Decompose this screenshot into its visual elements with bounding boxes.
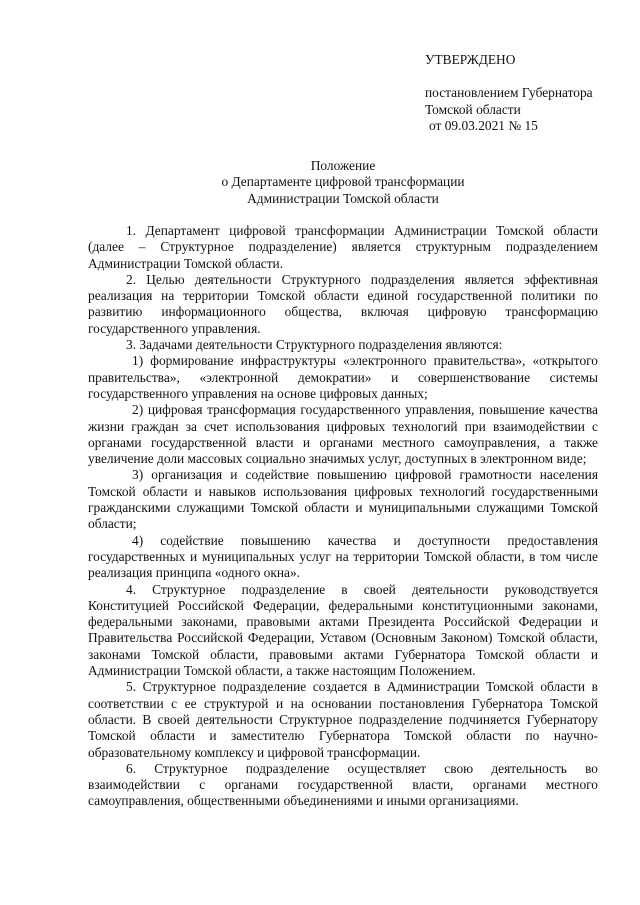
document-title: [88, 158, 598, 207]
subitem-3-2: 2) цифровая трансформация государственного управления, повышение качества жизни граждан за счет использования цифровых технологий при взаимодействии с органами государственной власти и органами местного самоуправления, а также увеличение доли массовых социально значимых услуг, доступных в электронном виде;: [88, 402, 598, 467]
subitem-3-1: 1) формирование инфраструктуры «электронного правительства», «открытого правительства», «электронной демократии» и совершенствование системы государственного управления на основе цифровых данных;: [88, 353, 598, 401]
approval-stamp: [425, 52, 615, 134]
subitem-3-4: 4) содействие повышению качества и доступности предоставления государственных и муниципальных услуг на территории Томской области, в том числе реализация принципа «одного окна».: [88, 532, 598, 581]
approval-heading: УТВЕРЖДЕНО: [425, 52, 516, 67]
title-line-1: Положение: [310, 158, 376, 173]
document-body: [88, 223, 598, 810]
paragraph-3: 3. Задачами деятельности Структурного подразделения являются:: [126, 337, 503, 353]
paragraph-4: 4. Структурное подразделение в своей деятельности руководствуется Конституцией Российской Федерации, федеральными конституционными законами, федеральными законами, правовыми актами Президента Российской Федерации и Правительства Российской Федерации, Уставом (Основным Законом) Томской области, законами Томской области, правовыми актами Губернатора Томской области и Администрации Томской области, а также настоящим Положением.: [88, 581, 598, 679]
paragraph-6: 6. Структурное подразделение осуществляет свою деятельность во взаимодействии с органами государственной власти, органами местного самоуправления, общественными объединениями и иными организациями.: [88, 760, 598, 809]
approval-line-3: от 09.03.2021 № 15: [429, 117, 538, 133]
paragraph-5: 5. Структурное подразделение создается в Администрации Томской области в соответствии с ее структурой и на основании постановления Губернатора Томской области. В своей деятельности Структурное подразделение подчиняется Губернатору Томской области и заместителю Губернатора Томской области по научно-образовательному комплексу и цифровой трансформации.: [88, 679, 598, 760]
paragraph-1: 1. Департамент цифровой трансформации Администрации Томской области (далее – Структурное подразделение) является структурным подразделением Администрации Томской области.: [88, 223, 598, 271]
approval-line-2: Томской области: [425, 101, 521, 117]
approval-line-1: постановлением Губернатора: [425, 85, 593, 101]
title-line-2: о Департаменте цифровой трансформации: [221, 174, 465, 190]
subitem-3-3: 3) организация и содействие повышению цифровой грамотности населения Томской области и навыков использования цифровых технологий государственными гражданскими служащими Томской области и муниципальными служащими Томской области;: [88, 467, 598, 532]
paragraph-2: 2. Целью деятельности Структурного подразделения является эффективная реализация на территории Томской области единой государственной политики по развитию информационного общества, включая цифровую трансформацию государственного управления.: [88, 271, 598, 336]
title-line-3: Администрации Томской области: [247, 190, 439, 206]
